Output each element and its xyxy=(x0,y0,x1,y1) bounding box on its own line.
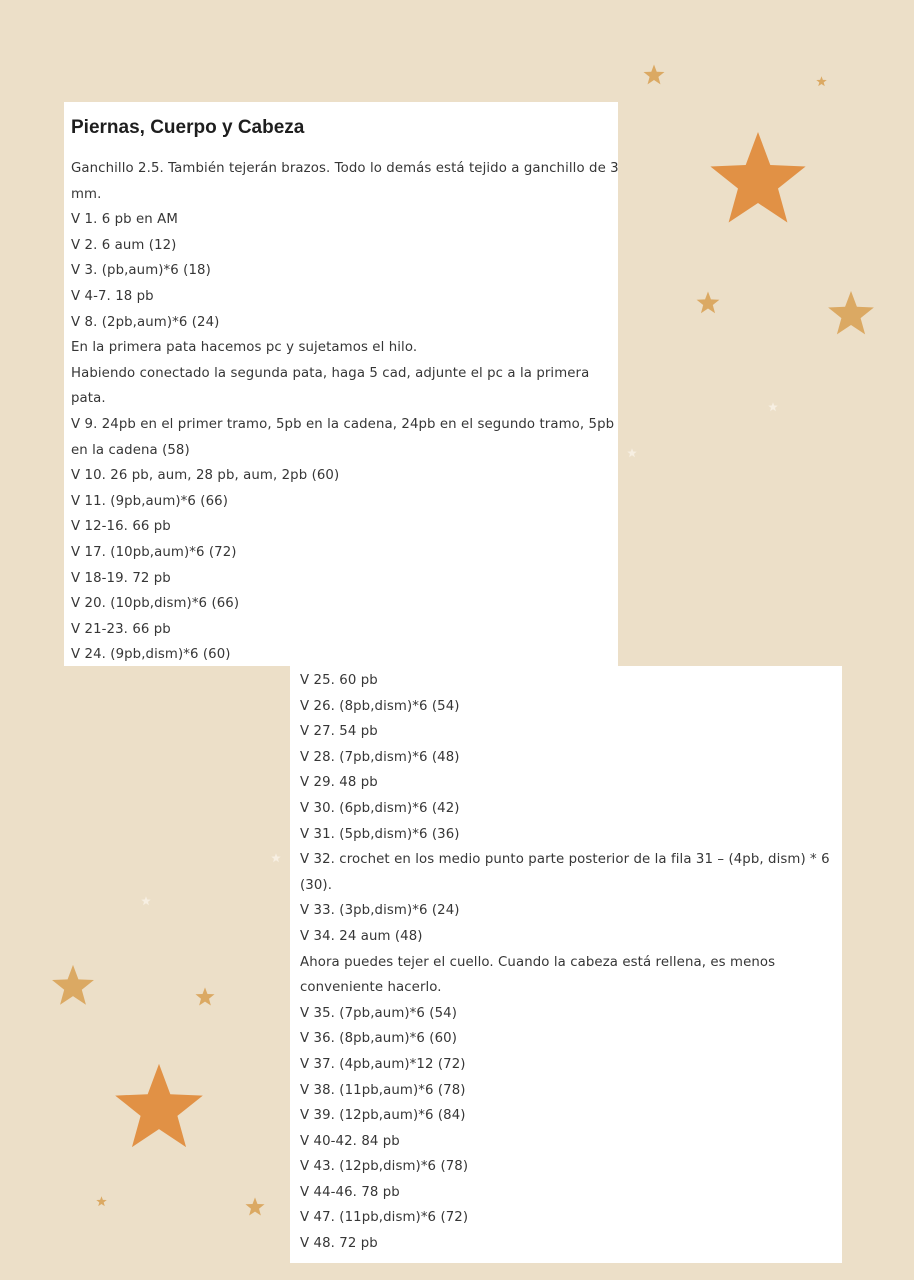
pattern-line: V 4-7. 18 pb xyxy=(71,288,154,304)
pattern-line: V 11. (9pb,aum)*6 (66) xyxy=(71,493,228,509)
pattern-line: V 17. (10pb,aum)*6 (72) xyxy=(71,544,237,560)
pattern-line: V 1. 6 pb en AM xyxy=(71,212,178,228)
pattern-line: V 44-46. 78 pb xyxy=(300,1184,400,1200)
pattern-line: V 38. (11pb,aum)*6 (78) xyxy=(300,1082,466,1098)
star-icon xyxy=(827,290,875,338)
pattern-line: V 30. (6pb,dism)*6 (42) xyxy=(300,800,460,816)
pattern-lines xyxy=(71,156,619,668)
pattern-line: V 33. (3pb,dism)*6 (24) xyxy=(300,903,460,919)
star-icon xyxy=(696,291,720,315)
star-icon xyxy=(113,1062,205,1154)
pattern-line: Ahora puedes tejer el cuello. Cuando la cabeza está rellena, es menos xyxy=(300,954,776,970)
pattern-line: conveniente hacerlo. xyxy=(300,980,442,996)
star-icon xyxy=(195,987,215,1007)
star-icon xyxy=(96,1196,107,1207)
pattern-line: V 20. (10pb,dism)*6 (66) xyxy=(71,596,240,612)
pattern-line: V 24. (9pb,dism)*6 (60) xyxy=(71,647,231,663)
star-icon xyxy=(627,448,637,458)
pattern-line: pata. xyxy=(71,391,106,407)
pattern-card-continued xyxy=(290,666,842,1263)
star-icon xyxy=(141,896,151,906)
star-icon xyxy=(271,853,281,863)
pattern-line: V 9. 24pb en el primer tramo, 5pb en la cadena, 24pb en el segundo tramo, 5pb xyxy=(71,416,615,432)
pattern-line: V 35. (7pb,aum)*6 (54) xyxy=(300,1005,457,1021)
pattern-line: V 25. 60 pb xyxy=(300,673,378,688)
pattern-line: V 34. 24 aum (48) xyxy=(300,928,423,944)
star-icon xyxy=(816,76,827,87)
pattern-line: V 31. (5pb,dism)*6 (36) xyxy=(300,826,460,842)
pattern-line: V 28. (7pb,dism)*6 (48) xyxy=(300,749,460,765)
star-icon xyxy=(643,64,665,86)
pattern-line: V 10. 26 pb, aum, 28 pb, aum, 2pb (60) xyxy=(71,468,340,484)
pattern-card-legs-body-head xyxy=(64,102,618,666)
pattern-line: V 47. (11pb,dism)*6 (72) xyxy=(300,1210,469,1226)
star-icon xyxy=(245,1197,265,1217)
pattern-line: V 32. crochet en los medio punto parte posterior de la fila 31 – (4pb, dism) * 6 xyxy=(300,852,830,868)
pattern-line: V 2. 6 aum (12) xyxy=(71,237,177,253)
pattern-line: V 48. 72 pb xyxy=(300,1236,378,1252)
pattern-line: V 36. (8pb,aum)*6 (60) xyxy=(300,1031,457,1047)
pattern-line: En la primera pata hacemos pc y sujetamos el hilo. xyxy=(71,340,418,356)
pattern-line: V 18-19. 72 pb xyxy=(71,570,171,586)
section-title: Piernas, Cuerpo y Cabeza xyxy=(71,117,305,138)
pattern-line: V 26. (8pb,dism)*6 (54) xyxy=(300,698,460,714)
star-icon xyxy=(708,130,808,230)
pattern-line: V 8. (2pb,aum)*6 (24) xyxy=(71,314,220,330)
pattern-line: V 40-42. 84 pb xyxy=(300,1133,400,1149)
pattern-line: V 37. (4pb,aum)*12 (72) xyxy=(300,1056,466,1072)
pattern-line: V 3. (pb,aum)*6 (18) xyxy=(71,263,211,279)
pattern-line: Habiendo conectado la segunda pata, haga 5 cad, adjunte el pc a la primera xyxy=(71,365,590,381)
pattern-line: V 12-16. 66 pb xyxy=(71,519,171,535)
pattern-line: V 43. (12pb,dism)*6 (78) xyxy=(300,1159,469,1175)
pattern-lines-continued xyxy=(300,668,834,1257)
star-icon xyxy=(768,402,778,412)
pattern-line: V 27. 54 pb xyxy=(300,724,378,740)
pattern-line: (30). xyxy=(300,877,333,893)
pattern-line: V 39. (12pb,aum)*6 (84) xyxy=(300,1108,466,1124)
pattern-line: mm. xyxy=(71,186,102,202)
pattern-line: Ganchillo 2.5. También tejerán brazos. Todo lo demás está tejido a ganchillo de 3 xyxy=(71,161,619,176)
pattern-line: V 29. 48 pb xyxy=(300,775,378,791)
pattern-line: en la cadena (58) xyxy=(71,442,190,458)
star-icon xyxy=(51,964,95,1008)
pattern-line: V 21-23. 66 pb xyxy=(71,621,171,637)
